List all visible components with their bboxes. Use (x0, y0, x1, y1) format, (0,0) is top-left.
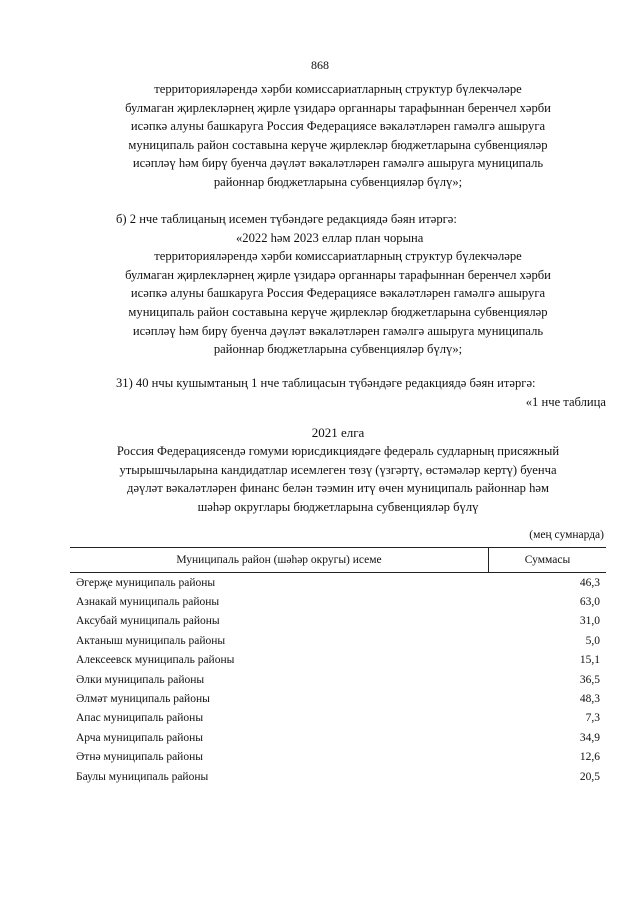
district-name: Баулы муниципаль районы (76, 770, 209, 783)
district-sum: 5,0 (585, 634, 600, 647)
table-title-line: дәүләт вәкаләтләрен финанс белән тәэмин итү өчен муниципаль районнар һәм (127, 481, 549, 496)
district-name: Әлки муниципаль районы (76, 673, 205, 686)
paragraph-line: булмаган җирлекләрнең җирле үзидарә органнары тарафыннан беренчел хәрби (125, 100, 551, 115)
page-number: 868 (311, 58, 329, 72)
paragraph-line: территорияләрендә хәрби комиссариатларның структур бүлекчәләре (154, 82, 522, 96)
district-sum: 12,6 (579, 751, 600, 764)
column-header-name: Муниципаль район (шәһәр округы) исеме (70, 548, 489, 573)
quoted-title: «2022 һәм 2023 еллар план чорына (236, 230, 424, 245)
table-row (70, 689, 606, 708)
table-row (70, 709, 606, 728)
paragraph-3 (70, 374, 606, 411)
table-row (70, 670, 606, 689)
district-sum: 48,3 (579, 693, 600, 706)
district-name: Арча муниципаль районы (76, 731, 204, 744)
paragraph-line: районнар бюджетларына субвенцияләр бүлү»; (213, 342, 463, 357)
paragraph-line: исәпләү һәм бирү буенча дәүләт вәкаләтләрен гамәлгә ашыруга муниципаль (132, 156, 544, 171)
district-name: Аксубай муниципаль районы (76, 615, 220, 628)
table-header-row (70, 548, 606, 573)
district-name: Әгерҗе муниципаль районы (76, 576, 216, 589)
district-sum: 20,5 (579, 770, 600, 783)
district-name: Әтнә муниципаль районы (76, 751, 203, 764)
district-name: Әлмәт муниципаль районы (76, 693, 210, 706)
table-row (70, 573, 606, 593)
table-row (70, 767, 606, 786)
paragraph-lead: б) 2 нче таблицаның исемен түбәндәге редакциядә бәян итәргә: (116, 212, 457, 226)
district-sum: 63,0 (579, 596, 600, 609)
paragraph-line: исәпләү һәм бирү буенча дәүләт вәкаләтләрен гамәлгә ашыруга муниципаль (132, 323, 544, 338)
table-row (70, 651, 606, 670)
district-name: Апас муниципаль районы (76, 712, 204, 725)
table-title-line: утырышчыларына кандидатлар исемлеген төзү (үзгәртү, өстәмәләр кертү) буенча (119, 462, 557, 477)
district-sum: 15,1 (579, 654, 600, 667)
paragraph-line: исәпкә алуны башкаруга Россия Федерациясе вәкаләтләрен гамәлгә ашыруга (130, 286, 546, 301)
paragraph-line: муниципаль район составына керүче җирлекләр бюджетларына субвенцияләр (128, 137, 548, 152)
paragraph-line: муниципаль район составына керүче җирлекләр бюджетларына субвенцияләр (128, 304, 548, 319)
table-row (70, 612, 606, 631)
paragraph-line: районнар бюджетларына субвенцияләр бүлү»; (213, 174, 463, 189)
table-row (70, 592, 606, 611)
paragraph-line: территорияләрендә хәрби комиссариатларның структур бүлекчәләре (154, 249, 522, 264)
district-name: Актаныш муниципаль районы (76, 634, 226, 647)
year-heading: 2021 елга (311, 425, 365, 440)
district-name: Азнакай муниципаль районы (76, 596, 220, 609)
table-reference: «1 нче таблица (525, 394, 606, 409)
table-title-line: Россия Федерациясендә гомуми юрисдикциядәге федераль судларның присяжный (116, 444, 560, 458)
column-header-sum: Суммасы (489, 548, 607, 573)
district-sum: 7,3 (585, 712, 600, 725)
units-note: (мең сумнарда) (529, 529, 604, 541)
district-name: Алексеевск муниципаль районы (76, 654, 235, 667)
subvention-table (70, 547, 606, 786)
district-sum: 36,5 (579, 673, 600, 686)
district-sum: 31,0 (579, 615, 600, 628)
paragraph-lead: 31) 40 нчы кушымтаның 1 нче таблицасын түбәндәге редакциядә бәян итәргә: (116, 376, 536, 390)
paragraph-2 (70, 210, 606, 359)
table-row (70, 728, 606, 747)
paragraph-1 (70, 80, 606, 192)
table-title (70, 442, 606, 516)
table-row (70, 748, 606, 767)
table-title-line: шәһәр округлары бюджетларына субвенцияләр бүлү (197, 499, 479, 514)
table-row (70, 631, 606, 650)
district-sum: 46,3 (579, 576, 600, 589)
district-sum: 34,9 (579, 731, 600, 744)
paragraph-line: булмаган җирлекләрнең җирле үзидарә органнары тарафыннан беренчел хәрби (125, 267, 551, 282)
paragraph-line: исәпкә алуны башкаруга Россия Федерациясе вәкаләтләрен гамәлгә ашыруга (130, 119, 546, 134)
